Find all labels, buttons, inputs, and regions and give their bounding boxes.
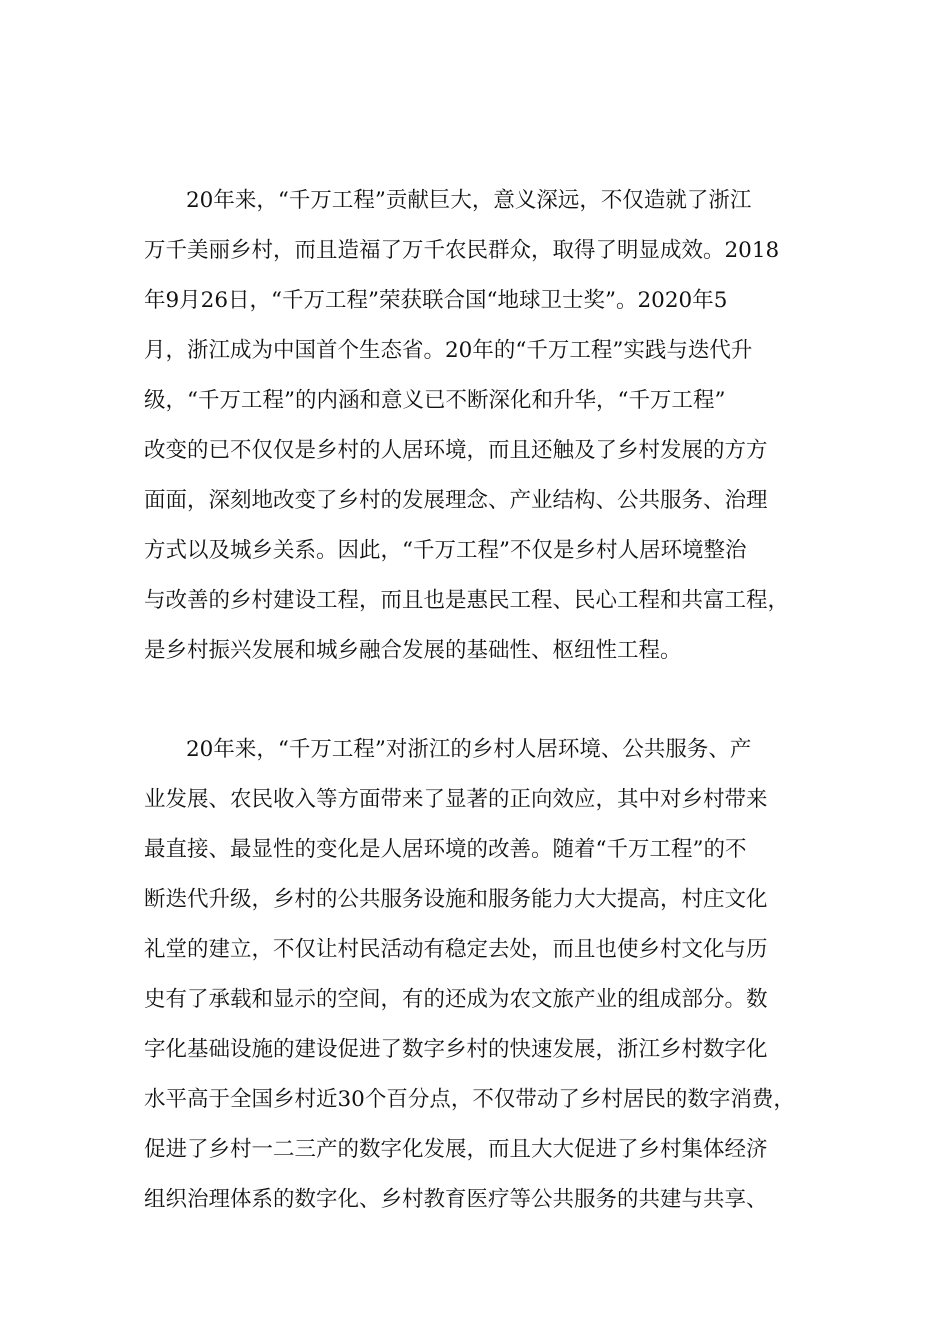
text-line — [0, 183, 950, 219]
line-text: 史有了承载和显示的空间，有的还成为农文旅产业的组成部分。数 — [144, 987, 768, 1012]
text-line — [0, 233, 950, 269]
text-line — [0, 383, 950, 419]
line-text: 断迭代升级，乡村的公共服务设施和服务能力大大提高，村庄文化 — [144, 887, 768, 912]
line-text: 20年来，“千万工程”贡献巨大，意义深远，不仅造就了浙江 — [186, 188, 752, 213]
text-line — [0, 732, 950, 768]
line-text: 20年来，“千万工程”对浙江的乡村人居环境、公共服务、产 — [186, 737, 752, 762]
line-text: 组织治理体系的数字化、乡村教育医疗等公共服务的共建与共享、 — [144, 1187, 768, 1212]
line-text: 改变的已不仅仅是乡村的人居环境，而且还触及了乡村发展的方方 — [144, 438, 768, 463]
line-text: 水平高于全国乡村近30个百分点，不仅带动了乡村居民的数字消费， — [144, 1087, 795, 1112]
text-line — [0, 483, 950, 519]
text-line — [0, 533, 950, 569]
text-line — [0, 932, 950, 968]
text-line — [0, 782, 950, 818]
line-text: 面面，深刻地改变了乡村的发展理念、产业结构、公共服务、治理 — [144, 488, 768, 513]
text-line — [0, 333, 950, 369]
text-line — [0, 583, 950, 619]
line-text: 方式以及城乡关系。因此，“千万工程”不仅是乡村人居环境整治 — [144, 538, 747, 563]
line-text: 月，浙江成为中国首个生态省。20年的“千万工程”实践与迭代升 — [144, 338, 753, 363]
line-text: 与改善的乡村建设工程，而且也是惠民工程、民心工程和共富工程， — [144, 588, 790, 613]
text-line — [0, 283, 950, 319]
text-line — [0, 882, 950, 918]
line-text: 礼堂的建立，不仅让村民活动有稳定去处，而且也使乡村文化与历 — [144, 937, 768, 962]
text-line — [0, 633, 950, 669]
text-line — [0, 1182, 950, 1218]
text-line — [0, 433, 950, 469]
line-text: 促进了乡村一二三产的数字化发展，而且大大促进了乡村集体经济 — [144, 1137, 768, 1162]
text-line — [0, 1032, 950, 1068]
line-text: 业发展、农民收入等方面带来了显著的正向效应，其中对乡村带来 — [144, 787, 768, 812]
line-text: 万千美丽乡村，而且造福了万千农民群众，取得了明显成效。2018 — [144, 238, 780, 263]
line-text: 年9月26日，“千万工程”荣获联合国“地球卫士奖”。2020年5 — [144, 288, 728, 313]
text-line — [0, 982, 950, 1018]
text-line — [0, 1082, 950, 1118]
text-line — [0, 1132, 950, 1168]
line-text: 级，“千万工程”的内涵和意义已不断深化和升华，“千万工程” — [144, 388, 726, 413]
line-text: 是乡村振兴发展和城乡融合发展的基础性、枢纽性工程。 — [144, 638, 682, 663]
line-text: 最直接、最显性的变化是人居环境的改善。随着“千万工程”的不 — [144, 837, 747, 862]
line-text: 字化基础设施的建设促进了数字乡村的快速发展，浙江乡村数字化 — [144, 1037, 768, 1062]
text-line — [0, 832, 950, 868]
